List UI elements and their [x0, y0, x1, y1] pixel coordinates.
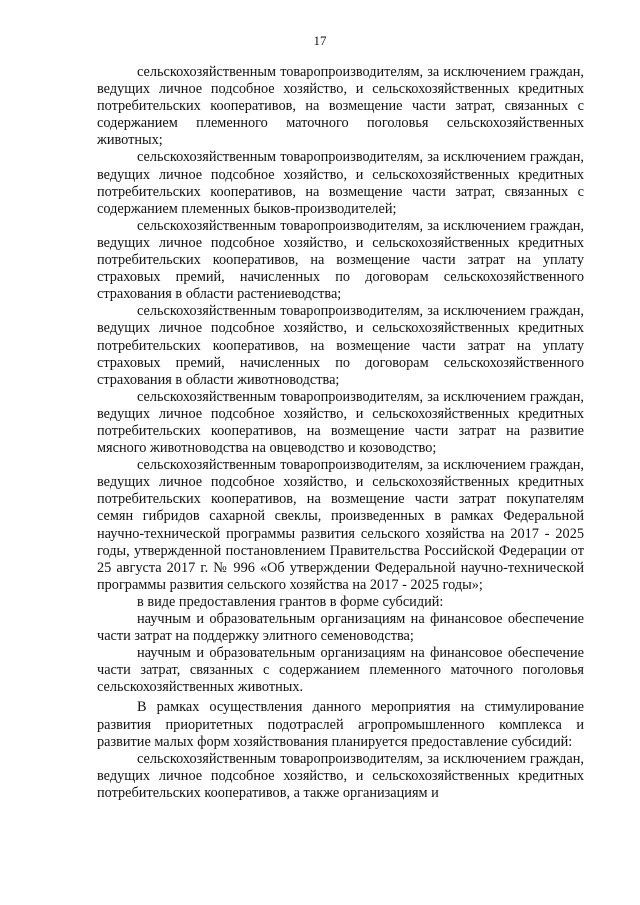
paragraph: В рамках осуществления данного мероприятия на стимулирование развития приоритетных подотраслей агропромышленного комплекса и развитие малых форм хозяйствования планируется предоставление субсидий: — [97, 699, 584, 750]
paragraph: сельскохозяйственным товаропроизводителям, за исключением граждан, ведущих личное подсобное хозяйство, и сельскохозяйственных кредитных потребительских кооперативов, на возмещение части затрат на уплату страховых премий, начисленных по договорам сельскохозяйственного страхования в области растениеводства; — [97, 217, 584, 303]
paragraph: научным и образовательным организациям на финансовое обеспечение части затрат на поддержку элитного семеноводства; — [97, 611, 584, 645]
paragraph: сельскохозяйственным товаропроизводителям, за исключением граждан, ведущих личное подсобное хозяйство, и сельскохозяйственных кредитных потребительских кооперативов, на возмещение части затрат на развитие мясного животноводства на овцеводство и козоводство; — [97, 388, 584, 457]
paragraph: сельскохозяйственным товаропроизводителям, за исключением граждан, ведущих личное подсобное хозяйство, и сельскохозяйственных кредитных потребительских кооперативов, на возмещение части затрат, связанных с содержанием племенного маточного поголовья сельскохозяйственных животных; — [97, 64, 584, 149]
paragraph: в виде предоставления грантов в форме субсидий: — [137, 593, 444, 610]
page-number: 17 — [313, 33, 327, 48]
document-body — [97, 64, 584, 802]
paragraph: сельскохозяйственным товаропроизводителям, за исключением граждан, ведущих личное подсобное хозяйство, и сельскохозяйственных кредитных потребительских кооперативов, на возмещение части затрат покупателям семян гибридов сахарной свеклы, произведенных в рамках Федеральной научно-технической программы развития сельского хозяйства на 2017 - 2025 годы, утвержденной постановлением Правительства Российской Федерации от 25 августа 2017 г. № 996 «Об утверждении Федеральной научно-технической программы развития сельского хозяйства на 2017 - 2025 годы»; — [97, 457, 584, 593]
paragraph: сельскохозяйственным товаропроизводителям, за исключением граждан, ведущих личное подсобное хозяйство, и сельскохозяйственных кредитных потребительских кооперативов, а также организациям и — [97, 750, 584, 801]
paragraph: сельскохозяйственным товаропроизводителям, за исключением граждан, ведущих личное подсобное хозяйство, и сельскохозяйственных кредитных потребительских кооперативов, на возмещение части затрат, связанных с содержанием племенных быков-производителей; — [97, 149, 584, 217]
paragraph: сельскохозяйственным товаропроизводителям, за исключением граждан, ведущих личное подсобное хозяйство, и сельскохозяйственных кредитных потребительских кооперативов, на возмещение части затрат на уплату страховых премий, начисленных по договорам сельскохозяйственного страхования в области животноводства; — [97, 303, 584, 388]
paragraph: научным и образовательным организациям на финансовое обеспечение части затрат, связанных с содержанием племенного маточного поголовья сельскохозяйственных животных. — [97, 645, 584, 696]
